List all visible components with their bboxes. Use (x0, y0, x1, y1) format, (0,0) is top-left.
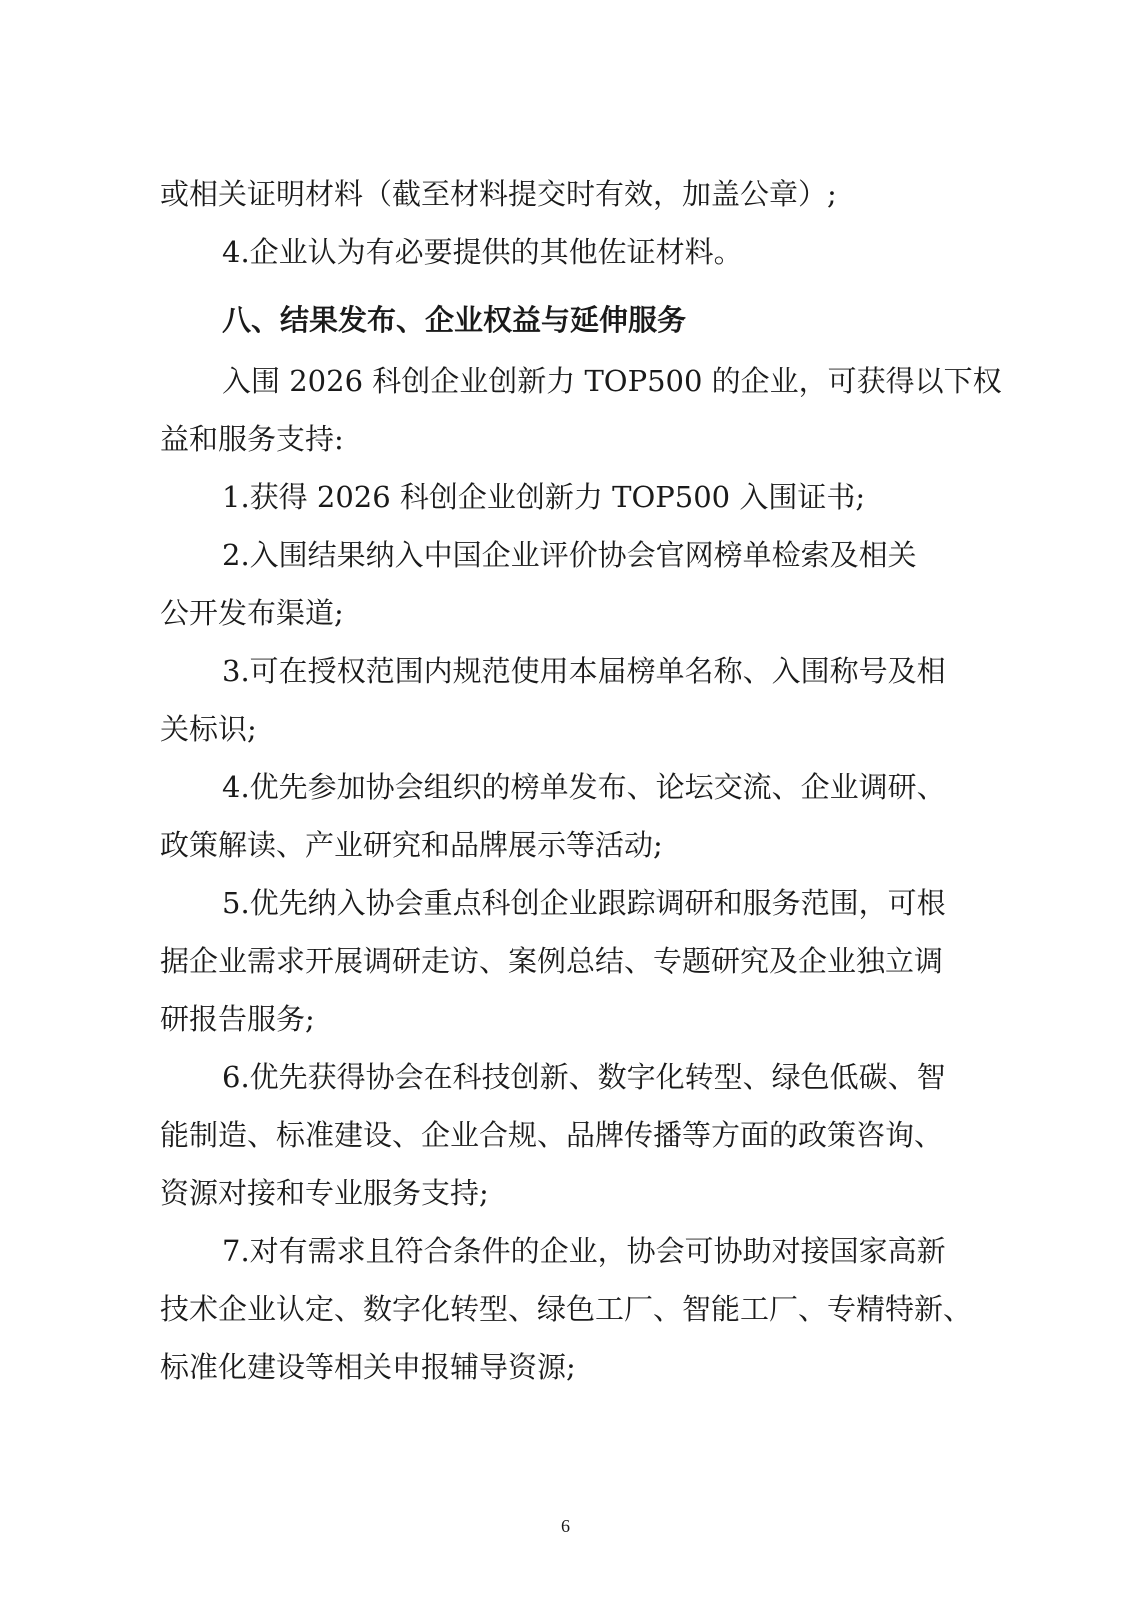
body-line: 公开发布渠道; (160, 596, 344, 630)
body-line: 或相关证明材料（截至材料提交时有效，加盖公章）; (160, 177, 837, 211)
body-line: 标准化建设等相关申报辅导资源; (160, 1350, 576, 1384)
body-line: 能制造、标准建设、企业合规、品牌传播等方面的政策咨询、 (160, 1118, 944, 1152)
list-item-3: 3.可在授权范围内规范使用本届榜单名称、入围称号及相 (222, 654, 946, 688)
list-item-1: 1.获得 2026 科创企业创新力 TOP500 入围证书; (222, 480, 866, 514)
list-item-6: 6.优先获得协会在科技创新、数字化转型、绿色低碳、智 (222, 1060, 946, 1094)
body-line: 入围 2026 科创企业创新力 TOP500 的企业，可获得以下权 (222, 364, 1002, 398)
body-line: 关标识; (160, 712, 257, 746)
body-line: 资源对接和专业服务支持; (160, 1176, 489, 1210)
body-line: 据企业需求开展调研走访、案例总结、专题研究及企业独立调 (160, 944, 944, 978)
list-item-2: 2.入围结果纳入中国企业评价协会官网榜单检索及相关 (222, 538, 917, 572)
list-item-5: 5.优先纳入协会重点科创企业跟踪调研和服务范围，可根 (222, 886, 946, 920)
body-line: 政策解读、产业研究和品牌展示等活动; (160, 828, 663, 862)
list-item-4: 4.企业认为有必要提供的其他佐证材料。 (222, 235, 743, 269)
list-item-4b: 4.优先参加协会组织的榜单发布、论坛交流、企业调研、 (222, 770, 946, 804)
page-number: 6 (561, 1516, 570, 1536)
list-item-7: 7.对有需求且符合条件的企业，协会可协助对接国家高新 (222, 1234, 946, 1268)
section-heading-8: 八、结果发布、企业权益与延伸服务 (222, 303, 687, 337)
body-line: 益和服务支持: (160, 422, 344, 456)
body-line: 研报告服务; (160, 1002, 315, 1036)
body-line: 技术企业认定、数字化转型、绿色工厂、智能工厂、专精特新、 (160, 1292, 973, 1326)
